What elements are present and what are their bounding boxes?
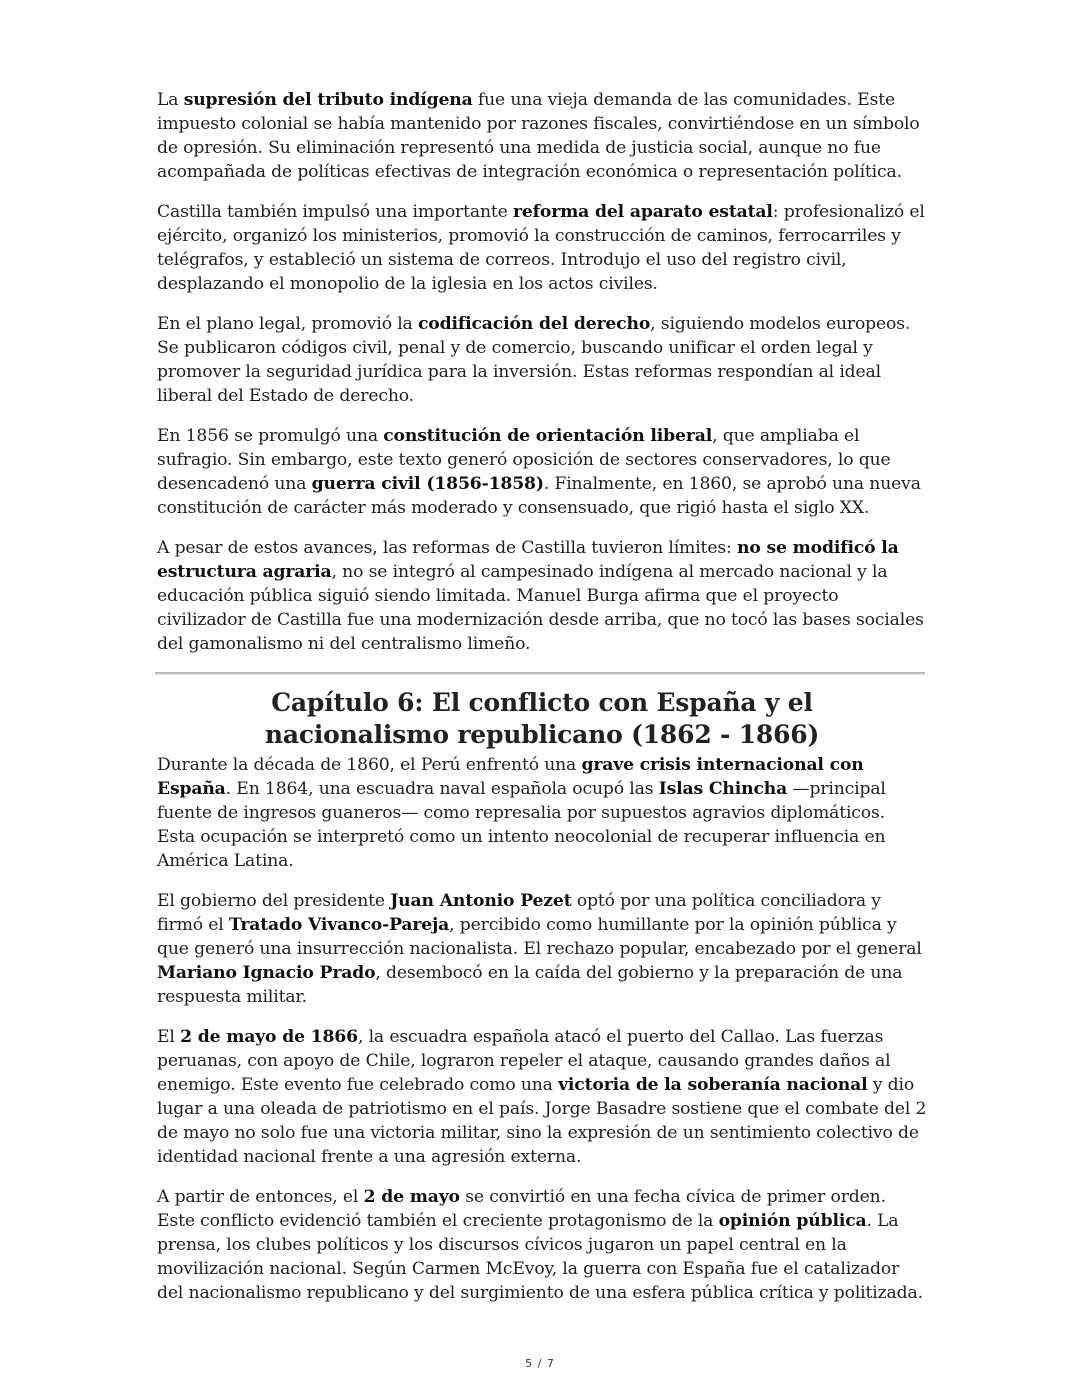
text-run: La [157,90,184,110]
text-run: . Finalmente, en 1860, se aprobó una nueva constitución de carácter más moderado y consensuado, que rigió hasta el siglo XX. [157,474,921,518]
text-run: , la escuadra española atacó el puerto del Callao. Las fuerzas peruanas, con apoyo de Chile, lograron repeler el ataque, causando grandes daños al enemigo. Este evento fue celebrado como una [157,1027,891,1095]
bold-term: supresión del tributo indígena [183,90,473,110]
text-run: optó por una política conciliadora y firmó el [157,891,881,935]
text-run: . En 1864, una escuadra naval española ocupó las [225,779,659,799]
bold-term: codificación del derecho [417,314,651,334]
bold-term: reforma del aparato estatal [512,202,773,222]
paragraph-tributo [157,88,927,184]
text-run: A partir de entonces, el [157,1187,364,1207]
text-run: , no se integró al campesinado indígena al mercado nacional y la educación pública siguió siendo limitada. Manuel Burga afirma que el proyecto civilizador de Castilla fue una modernización desde arriba, que no tocó las bases sociales del gamonalismo ni del centralismo limeño. [157,562,924,654]
text-run: . La prensa, los clubes políticos y los discursos cívicos jugaron un papel central en la movilización nacional. Según Carmen McEvoy, la guerra con España fue el catalizador del nacionalismo republicano y del surgimiento de una esfera pública crítica y politizada. [157,1211,923,1303]
bold-term: victoria de la soberanía nacional [558,1075,868,1095]
paragraph-dos-de-mayo [157,1025,927,1169]
paragraph-crisis-espana [157,753,927,873]
bold-term: Islas Chincha [658,779,788,799]
paragraph-reforma-estatal [157,200,927,296]
text-run: El gobierno del presidente [157,891,391,911]
text-run: , percibido como humillante por la opinión pública y que generó una insurrección nacionalista. El rechazo popular, encabezado por el general [157,915,922,959]
text-run: Castilla también impulsó una importante [157,202,513,222]
document-page [157,88,927,1321]
text-run: : profesionalizó el ejército, organizó los ministerios, promovió la construcción de caminos, ferrocarriles y telégrafos, y estableció un sistema de correos. Introdujo el uso del registro civil, desplazando el monopolio de la iglesia en los actos civiles. [157,202,925,294]
text-run: y dio lugar a una oleada de patriotismo en el país. Jorge Basadre sostiene que el combate del 2 de mayo no solo fue una victoria militar, sino la expresión de un sentimiento colectivo de identidad nacional frente a una agresión externa. [157,1075,927,1167]
text-run: —principal fuente de ingresos guaneros— como represalia por supuestos agravios diplomáticos. Esta ocupación se interpretó como un intento neocolonial de recuperar influencia en América Latina. [157,779,886,871]
bold-term: Mariano Ignacio Prado [157,963,376,983]
text-run: , desembocó en la caída del gobierno y la preparación de una respuesta militar. [157,963,903,1007]
paragraph-pezet [157,889,927,1009]
text-run: Durante la década de 1860, el Perú enfrentó una [157,755,582,775]
paragraph-codificacion [157,312,927,408]
bold-term: opinión pública [718,1211,867,1231]
text-run: En 1856 se promulgó una [157,426,384,446]
chapter-heading: Capítulo 6: El conflicto con España y el nacionalismo republicano (1862 - 1866) [264,688,820,749]
text-run: A pesar de estos avances, las reformas de Castilla tuvieron límites: [157,538,737,558]
paragraph-opinion-publica [157,1185,927,1305]
text-run: fue una vieja demanda de las comunidades. Este impuesto colonial se había mantenido por razones fiscales, convirtiéndose en un símbolo de opresión. Su eliminación representó una medida de justicia social, aunque no fue acompañada de políticas efectivas de integración económica o representación política. [157,90,920,182]
paragraph-constitucion [157,424,927,520]
text-run: se convirtió en una fecha cívica de primer orden. Este conflicto evidenció también el creciente protagonismo de la [157,1187,886,1231]
text-run: El [157,1027,181,1047]
section-divider [155,672,925,675]
bold-term: Tratado Vivanco-Pareja [228,915,450,935]
bold-term: no se modificó la estructura agraria [157,538,899,582]
bold-term: guerra civil (1856-1858) [311,474,544,494]
bold-term: constitución de orientación liberal [383,426,713,446]
page-number: 5 / 7 [525,1357,555,1370]
bold-term: 2 de mayo de 1866 [180,1027,358,1047]
text-run: En el plano legal, promovió la [157,314,418,334]
bold-term: 2 de mayo [363,1187,460,1207]
bold-term: grave crisis internacional con España [157,755,864,799]
bold-term: Juan Antonio Pezet [390,891,572,911]
text-run: , siguiendo modelos europeos. Se publicaron códigos civil, penal y de comercio, buscando unificar el orden legal y promover la seguridad jurídica para la inversión. Estas reformas respondían al ideal liberal del Estado de derecho. [157,314,911,406]
text-run: , que ampliaba el sufragio. Sin embargo, este texto generó oposición de sectores conservadores, lo que desencadenó una [157,426,891,494]
paragraph-limites [157,536,927,656]
